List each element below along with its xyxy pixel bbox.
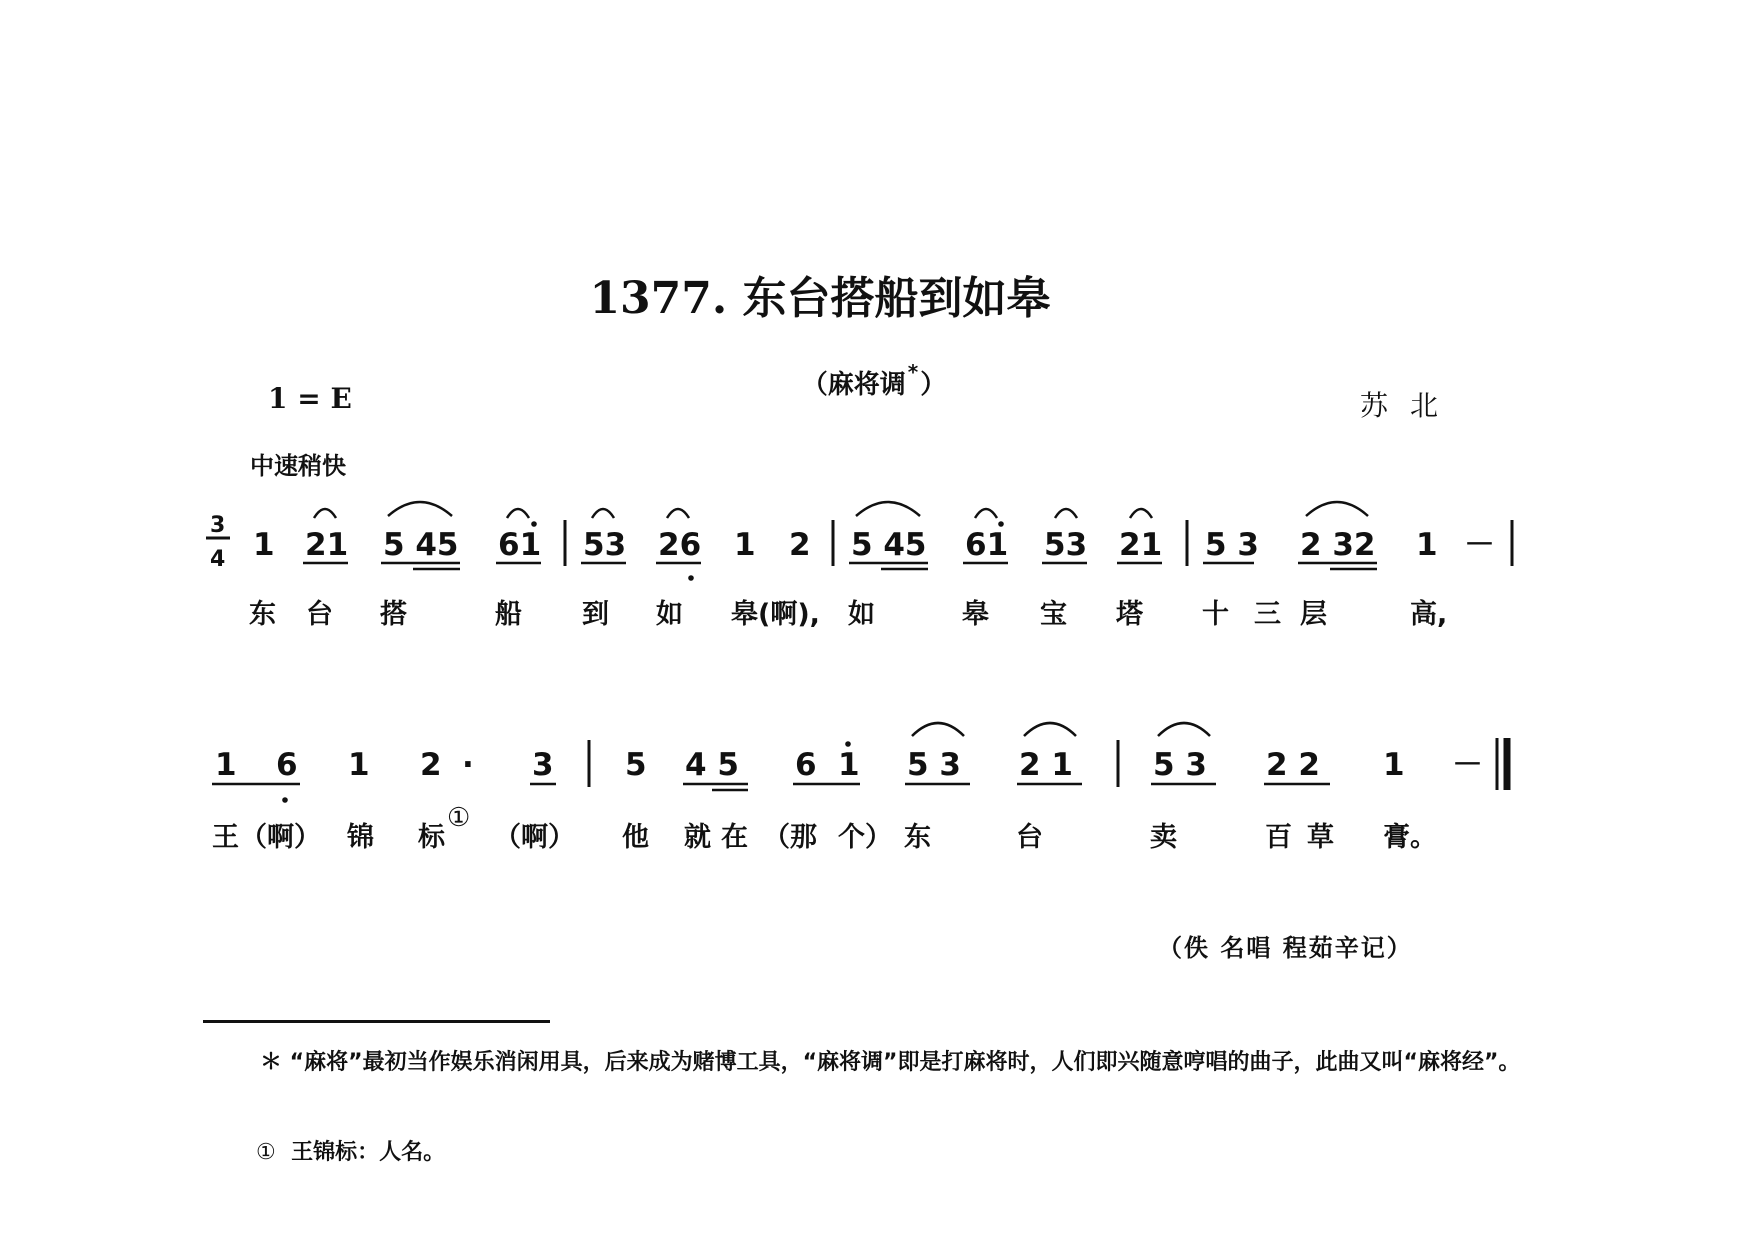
lyric: （啊） (240, 822, 321, 853)
note: 5 45 (383, 527, 459, 563)
note: 21 (1119, 527, 1163, 563)
note: 4 5 (685, 747, 739, 783)
tempo-marking: 中速稍快 (250, 452, 346, 480)
note: 1 (734, 527, 756, 563)
beam-lines (212, 784, 1330, 790)
final-barline (1497, 738, 1507, 790)
lyric: 个） (838, 822, 892, 853)
note: 6 (276, 747, 298, 783)
time-signature-top: 3 (210, 513, 226, 538)
note: 53 (583, 527, 627, 563)
credit-line: （佚 名唱 程茹辛记） (1158, 934, 1413, 962)
time-signature-bottom: 4 (210, 547, 226, 572)
note: 1 (1383, 747, 1405, 783)
footnote-divider (203, 1020, 550, 1023)
slurs (912, 723, 1210, 736)
lyric: 皋 (962, 599, 989, 630)
note: 26 (658, 527, 702, 563)
lyric: 十 (1202, 599, 1229, 630)
lyric: 标 (418, 822, 445, 853)
region-label: 苏北 (1360, 389, 1461, 422)
lyric: 层 (1300, 599, 1327, 630)
note: 2 32 (1300, 527, 1376, 563)
footnote-1-text: 王锦标：人名。 (291, 1140, 446, 1165)
lyric: 草 (1307, 822, 1334, 853)
note: 61 (965, 527, 1009, 563)
footnote-ref-mark: ① (447, 803, 471, 833)
lyric: 塔 (1116, 599, 1143, 630)
lyric: 东 (249, 599, 276, 630)
note: 2 (420, 747, 442, 783)
lyric: 如 (656, 599, 683, 630)
lyric: 卖 (1150, 822, 1177, 853)
octave-dot-high (531, 521, 537, 527)
beam-lines (303, 563, 1377, 569)
lyric: 百 (1265, 822, 1292, 853)
subtitle-close: ） (920, 370, 947, 400)
lyric: 到 (582, 599, 609, 630)
note: － (1464, 527, 1495, 563)
note: 6 (795, 747, 817, 783)
lyric: 王 (212, 822, 239, 853)
note: 5 45 (851, 527, 927, 563)
footnote-star: ＊ “麻将”最初当作娱乐消闲用具，后来成为赌博工具，“麻将调”即是打麻将时，人们即兴随意哼唱的曲子，此曲又叫“麻将经”。 (260, 1050, 1521, 1075)
note: 5 3 (907, 747, 961, 783)
octave-dot-high (998, 521, 1004, 527)
lyric: 高, (1410, 599, 1448, 630)
note: 53 (1044, 527, 1088, 563)
lyric: 就 (684, 822, 711, 853)
note: · (462, 747, 474, 783)
subtitle-open: （ (801, 370, 828, 400)
lyric: （那 (763, 822, 817, 853)
note: 1 (215, 747, 237, 783)
note: 3 (532, 747, 554, 783)
note: 61 (498, 527, 542, 563)
note: 5 (625, 747, 647, 783)
note: 1 (838, 747, 860, 783)
subtitle-text: 麻将调 (827, 370, 906, 400)
lyric: 船 (495, 599, 522, 630)
page-title: 1377. 东台搭船到如皋 (589, 273, 1051, 324)
note: 1 (348, 747, 370, 783)
octave-dot-low (282, 797, 288, 803)
score-line-2 (212, 723, 1507, 853)
footnote-marker: ① (256, 1140, 276, 1165)
lyric: 三 (1254, 599, 1281, 630)
note: 5 3 (1205, 527, 1259, 563)
lyric: 台 (1016, 822, 1043, 853)
note: 2 1 (1019, 747, 1073, 783)
note: 21 (305, 527, 349, 563)
key-signature: 1 = E (268, 382, 352, 415)
lyric: 在 (721, 822, 748, 853)
lyric: 皋(啊), (731, 599, 820, 630)
lyric: 台 (306, 599, 333, 630)
note: － (1452, 747, 1483, 783)
lyric: 他 (622, 822, 649, 853)
lyric: 锦 (347, 822, 374, 853)
note: 2 (789, 527, 811, 563)
footnote-1 (256, 1135, 445, 1166)
lyric: 东 (904, 822, 931, 853)
note: 5 3 (1153, 747, 1207, 783)
octave-dot-low (688, 575, 694, 581)
slurs (314, 502, 1368, 518)
score-line-1 (206, 502, 1512, 630)
lyric: 宝 (1040, 599, 1067, 630)
lyric: 搭 (380, 599, 407, 630)
note: 2 2 (1266, 747, 1320, 783)
lyric: （啊） (494, 822, 575, 853)
lyric: 如 (848, 599, 875, 630)
octave-dot-high (845, 741, 851, 747)
footnote-star-mark: * (907, 360, 919, 384)
lyric: 膏。 (1383, 822, 1437, 853)
note: 1 (1416, 527, 1438, 563)
note: 1 (253, 527, 275, 563)
